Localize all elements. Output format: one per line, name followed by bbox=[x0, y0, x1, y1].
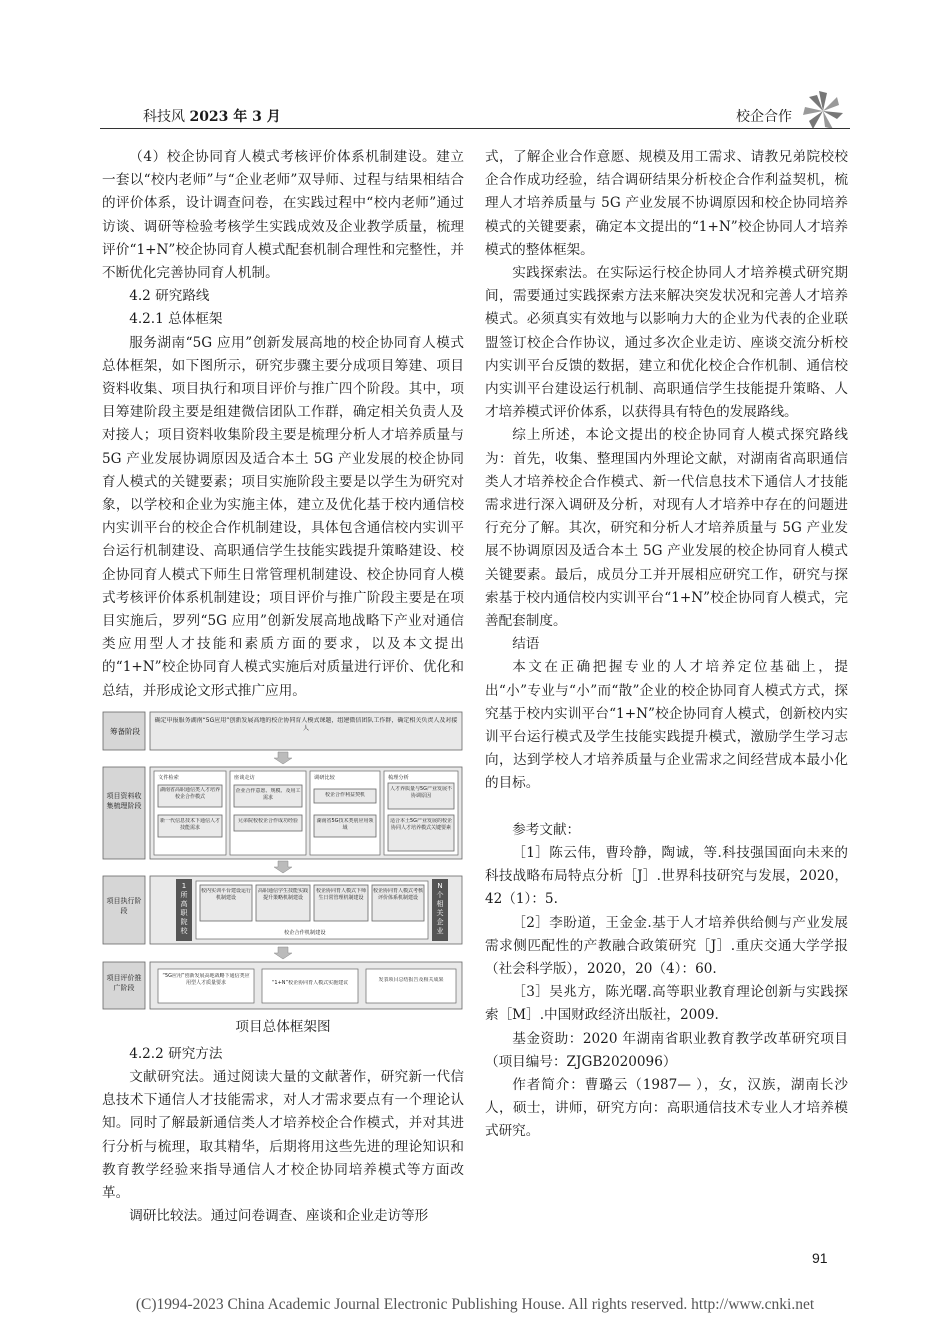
column-survey bbox=[310, 771, 380, 855]
author-bio: 作者简介：曹璐云（1987— ），女，汉族，湖南长沙人，硕士，讲师，研究方向：高职通信技术专业人才培养模式研究。 bbox=[485, 1076, 848, 1140]
paragraph: 实践探索法。在实际运行校企协同人才培养模式研究期间，需要通过实践探索方法来解决突发状况和完善人才培养模式。必须真实有效地与以影响力大的企业为代表的企业联盟签订校企合作协议，通过多次企业走访、座谈交流分析校内实训平台反馈的数据，建立和优化校企合作机制、通信校内实训平台建设运行机制、高职通信学生技能提升策略、人才培养模式评价体系，以获得具有特色的发展路线。 bbox=[485, 265, 848, 421]
mechanism-wrap bbox=[373, 888, 423, 922]
mechanism-item: 校内实训平台建设运行机制建设 bbox=[201, 887, 251, 901]
reference-item: ［1］陈云伟，曹玲静，陶诚，等.科技强国面向未来的科技战略布局特点分析［J］.世界科技研究与发展，2020，42（1）：5. bbox=[485, 844, 848, 908]
paragraph: （4）校企协同育人模式考核评价体系机制建设。建立一套以“校内老师”与“企业老师”双导师、过程与结果相结合的评价体系，设计调查问卷，在实践过程中“校内老师”通过访谈、调研等检验考核学生实践成效及企业教学质量，梳理评价“1+N”校企协同育人模式配套机制合理性和完整性，并不断优化完善协同育人机制。 bbox=[102, 149, 464, 282]
page-number: 91 bbox=[812, 1250, 828, 1266]
subsection-heading: 4.2.2 研究方法 bbox=[129, 1045, 223, 1062]
result-wrap bbox=[264, 980, 356, 1000]
paragraph: 式，了解企业合作意愿、规模及用工需求、请教兄弟院校校企合作成功经验，结合调研结果分析校企合作利益契机，梳理人才培养质量与 5G 产业发展不协调原因和校企协同培养模式的关键要素，确定本文提出的“1+N”校企协同人才培养模式的整体框架。 bbox=[485, 149, 848, 258]
stage-2-label: 项目资料收集梳理阶段 bbox=[106, 791, 142, 810]
mechanism-wrap bbox=[315, 888, 367, 922]
stage-3-label-wrap bbox=[105, 896, 143, 936]
col-item-wrap bbox=[235, 818, 301, 832]
col-item-wrap bbox=[315, 818, 375, 838]
mechanism-wrap bbox=[257, 888, 309, 922]
school-bar-text: 1所高职院校 bbox=[180, 881, 188, 935]
framework-diagram bbox=[102, 711, 464, 1011]
section-heading: 4.2 研究路线 bbox=[129, 288, 210, 305]
arrow-down-icon bbox=[274, 752, 292, 764]
paragraph: 本文在正确把握专业的人才培养定位基础上，提出“小”专业与“小”而“散”企业的校企协同育人模式方式，探究基于校内实训平台“1+N”校企协同育人模式，创新校内实训平台运行模式及学生技能实践提升模式，激励学生学习志向，达到学校人才培养质量与企业需求之间经营成本最小化的目标。 bbox=[485, 659, 848, 792]
enterprise-bar-text: N个相关企业 bbox=[436, 881, 444, 935]
col-title: 调研比较 bbox=[314, 774, 335, 781]
col-item: 适合本土5G产业发展的校企协同人才培养模式关键要素 bbox=[389, 817, 453, 831]
enterprise-bar-text-wrap bbox=[432, 882, 448, 942]
column-literature bbox=[154, 771, 226, 855]
stage-1-text: 确定申报服务湖南“5G应用”创新发展高地的校企协同育人模式课题，组建微信团队工作群，确定相关负责人及对接人 bbox=[154, 716, 458, 732]
paragraph: 调研比较法。通过问卷调查、座谈和企业走访等形 bbox=[129, 1208, 429, 1225]
reference-item: ［3］吴兆方，陈光曙.高等职业教育理论创新与实践探索［M］.中国财政经济出版社，2009. bbox=[485, 984, 848, 1024]
mechanism-wrap bbox=[201, 888, 251, 922]
result-item: 发表项目总结报告及相关成果 bbox=[378, 976, 444, 983]
col-title: 文件检索 bbox=[158, 774, 179, 781]
figure-caption: 项目总体框架图 bbox=[235, 1018, 331, 1035]
journal-prefix: 科技风 bbox=[143, 109, 185, 125]
section-name: 校企合作 bbox=[736, 109, 792, 125]
stage-1-label: 筹备阶段 bbox=[110, 726, 140, 736]
framework-figure bbox=[102, 711, 464, 1035]
stage-2-label-wrap bbox=[105, 791, 143, 841]
column-analysis bbox=[384, 771, 458, 855]
col-item-wrap bbox=[389, 818, 453, 852]
col-item-wrap bbox=[235, 788, 301, 808]
subsection-heading: 4.2.1 总体框架 bbox=[129, 311, 223, 328]
arrow-down-icon bbox=[274, 947, 292, 959]
col-title: 座谈走访 bbox=[234, 774, 255, 781]
reference-item: ［2］李盼道，王金金.基于人才培养供给侧与产业发展需求侧匹配性的产教融合政策研究［J］.重庆交通大学学报（社会科学版），2020，20（4）：60. bbox=[485, 914, 848, 977]
result-item: “5G应用”创新发展高地战略下通信类应用型人才质量要求 bbox=[162, 972, 250, 986]
paragraph: 服务湖南“5G 应用”创新发展高地的校企协同育人模式总体框架，如下图所示，研究步骤主要分成项目筹建、项目资料收集、项目执行和项目评价与推广四个阶段。其中，项目筹建阶段主要是组建微信团队工作群，确定相关负责人及对接人；项目资料收集阶段主要是梳理分析人才培养质量与 5G 产业发展协调原因及适合本土 5G 产业发展的校企协同育人模式的关键要素；项目实施阶段主要是以学生为研究对象，以学校和企业为实施主体，建立及优化基于校内通信校内实训平台的校企合作机制建设，具体包含通信校内实训平台运行机制建设、高职通信学生技能实践提升策略建设、校企协同育人模式下师生日常管理机制建设、校企协同育人模式考核评价体系机制建设；项目评价与推广阶段主要是在项目实施后，罗列“5G 应用”创新发展高地战略下产业对通信类应用型人才技能和素质方面的要求，以及本文提出的“1+N”校企协同育人模式实施后对质量进行评价、优化和总结，并形成论文形式推广应用。 bbox=[102, 334, 464, 699]
mechanism-footer: 校企合作机制建设 bbox=[284, 929, 326, 936]
result-wrap bbox=[160, 973, 252, 1003]
conclusion-heading: 结语 bbox=[512, 636, 540, 653]
col-item: 企业合作意愿、规模、及用工需求 bbox=[235, 787, 301, 801]
left-column bbox=[102, 146, 464, 1229]
col-item: 校企合作利益契机 bbox=[324, 791, 365, 798]
page-header bbox=[100, 96, 852, 136]
paragraph: 文献研究法。通过阅读大量的文献著作，研究新一代信息技术下通信人才技能需求，对人才需求要点有一个理论认知。同时了解最新通信类人才培养校企合作模式，并对其进行分析与梳理，取其精华，后期将用这些先进的理论知识和教育教学经验来指导通信人才校企协同培养模式等方面改革。 bbox=[102, 1069, 464, 1202]
right-column bbox=[485, 146, 848, 1144]
col-item-wrap bbox=[315, 792, 375, 804]
references-heading: 参考文献： bbox=[512, 821, 581, 838]
col-item-wrap bbox=[159, 787, 221, 807]
col-item: 人才养质量与5G产业发展不协调原因 bbox=[389, 785, 453, 799]
stage-4-label: 项目评价推广阶段 bbox=[106, 973, 142, 992]
column-interviews bbox=[230, 771, 306, 855]
col-item: 新一代信息技术下通信人才技能需求 bbox=[159, 817, 220, 831]
school-bar-text-wrap bbox=[176, 882, 192, 942]
col-item-wrap bbox=[389, 786, 453, 810]
col-item: 湖南省5G技术类别应用领域 bbox=[316, 817, 374, 831]
stage-3-label: 项目执行阶段 bbox=[106, 896, 142, 915]
mechanism-item: 高职通信学生技能实践提升策略机制建设 bbox=[257, 887, 308, 901]
result-wrap bbox=[368, 977, 454, 1001]
stage-4-label-wrap bbox=[105, 973, 143, 1003]
arrow-down-icon bbox=[274, 861, 292, 873]
journal-issue: 2023 年 3 月 bbox=[189, 109, 281, 125]
mechanism-item: 校企协同育人模式下师生日常管理机制建设 bbox=[315, 887, 366, 901]
mechanism-item: 校企协同育人模式考核评价体系机制建设 bbox=[373, 887, 423, 901]
result-item: “1+N”校企协同育人模式实施建议 bbox=[271, 979, 349, 986]
stage-1-text-wrap bbox=[154, 717, 458, 747]
funding-note: 基金资助：2020 年湖南省职业教育教学改革研究项目（项目编号：ZJGB2020096） bbox=[485, 1030, 848, 1070]
col-item: 兄弟院校校企合作成功经验 bbox=[237, 817, 298, 824]
copyright-line: (C)1994-2023 China Academic Journal Electronic Publishing House. All rights reserved. http://www.cnki.net bbox=[135, 1296, 815, 1313]
paragraph: 综上所述，本论文提出的校企协同育人模式探究路线为：首先，收集、整理国内外理论文献，对湖南省高职通信类人才培养校企合作模式、新一代信息技术下通信人才技能需求进行深入调研及分析，对现有人才培养中存在的问题进行充分了解。其次，研究和分析人才培养质量与 5G 产业发展不协调原因及适合本土 5G 产业发展的校企协同育人模式关键要素。最后，成员分工并开展相应研究工作，研究与探索基于校内通信校内实训平台“1+N”校企协同育人模式，完善配套制度。 bbox=[485, 427, 848, 630]
col-title: 梳理分析 bbox=[388, 774, 409, 781]
header-rule bbox=[100, 128, 850, 129]
col-item: 湖南省高职通信类人才培养校企合作模式 bbox=[159, 786, 220, 800]
journal-name bbox=[143, 106, 281, 126]
col-item-wrap bbox=[159, 818, 221, 838]
